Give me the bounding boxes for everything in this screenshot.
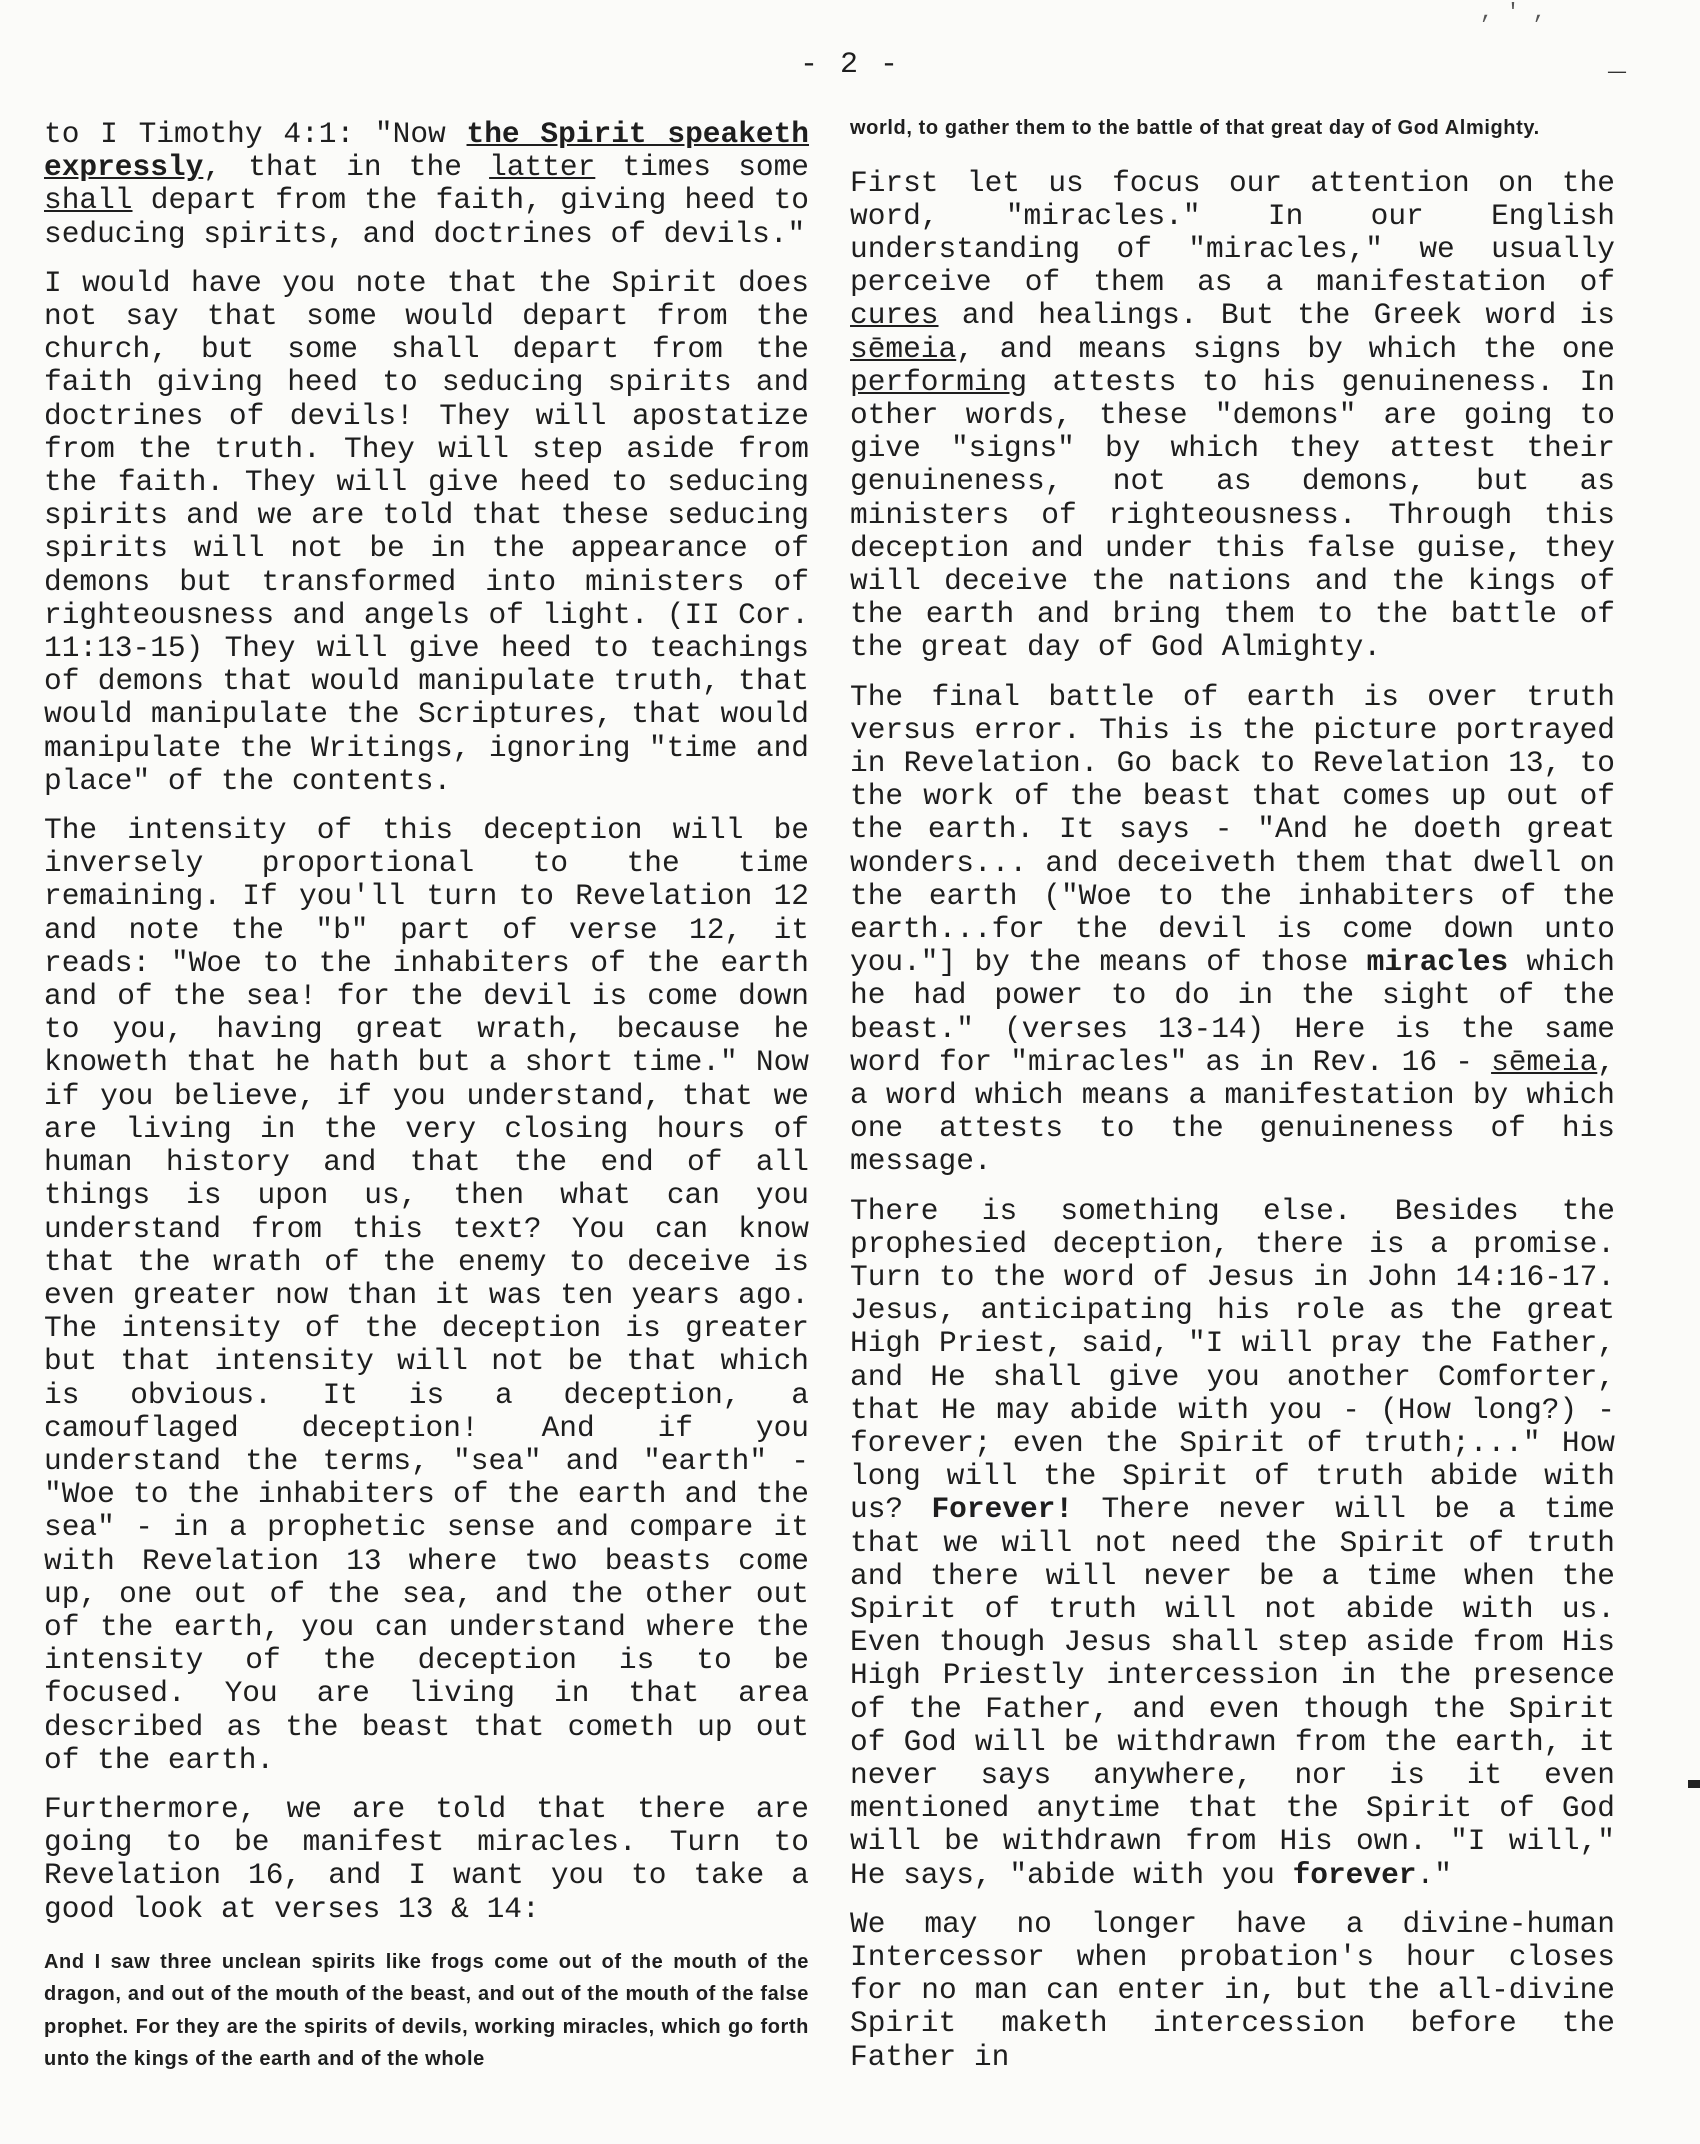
right-column bbox=[850, 118, 1615, 2090]
bold-forever: forever bbox=[1292, 1857, 1417, 1892]
text-run: times some bbox=[595, 150, 810, 185]
paragraph-final-battle bbox=[850, 681, 1615, 1179]
scripture-quote-rev16: And I saw three unclean spirits like frogs come out of the mouth of the dragon, and out of the mouth of the beast, and out of the mouth of the false prophet. For they are the spirits of devils, working miracles, which go forth unto the kings of the earth and of the whole bbox=[44, 1950, 809, 2071]
paragraph-timothy-quote bbox=[44, 118, 809, 251]
paragraph-intercessor: We may no longer have a divine-human Intercessor when probation's hour closes for no man can enter in, but the all-divine Spirit maketh intercession before the Father in bbox=[850, 1906, 1615, 2074]
text-run: , and means signs by which the one bbox=[956, 331, 1615, 366]
text-run: to I Timothy 4:1: "Now bbox=[44, 117, 467, 151]
text-run: attests to his genuineness. In other words, these "demons" are going to give "signs" by which they attest their genuineness, not as demons, but as ministers of righteousness. Through this deception and under this false guise, they will deceive the nations and the kings of the earth and bring them to the battle of the great day of God Almighty. bbox=[850, 364, 1615, 665]
paragraph-promise bbox=[850, 1195, 1615, 1892]
paragraph-intensity: The intensity of this deception will be inversely proportional to the time remaining. If you'll turn to Revelation 12 and note the "b" part of verse 12, it reads: "Woe to the inhabiters of the earth and of the sea! for the devil is come down to you, having great wrath, because he knoweth that he hath but a short time." Now if you believe, if you understand, that we are living in the very closing hours of human history and that the end of all things is upon us, then what can you understand from this text? You can know that the wrath of the enemy to deceive is even greater now than it was ten years ago. The intensity of the deception is greater but that intensity will not be that which is obvious. It is a deception, a camouflaged deception! And if you understand the terms, "sea" and "earth" -"Woe to the inhabiters of the earth and the sea" - in a prophetic sense and compare it with Revelation 13 where two beasts come up, one out of the sea, and the other out of the earth, you can understand where the intensity of the deception is to be focused. You are living in that area described as the beast that cometh up out of the earth. bbox=[44, 813, 809, 1777]
emphasis-spirit-speaketh: the Spirit speaketh expressly bbox=[44, 117, 810, 185]
text-run: First let us focus our attention on the word, "miracles." In our English understanding of "miracles," we usually perceive of them as a manifestation of bbox=[850, 165, 1615, 300]
edge-scan-mark bbox=[1688, 1780, 1700, 1788]
margin-dash-mark: _ bbox=[1608, 46, 1627, 80]
paragraph-miracles bbox=[850, 167, 1615, 665]
bold-miracles: miracles bbox=[1366, 945, 1509, 980]
left-column bbox=[44, 118, 809, 2076]
bold-forever: Forever! bbox=[931, 1492, 1074, 1527]
underlined-semeia: sēmeia bbox=[850, 331, 957, 366]
corner-scan-mark: , ' , bbox=[1480, 0, 1547, 25]
text-run: , a word which means a manifestation by which one attests to the genuineness of his message. bbox=[850, 1044, 1615, 1179]
underlined-cures: cures bbox=[850, 298, 939, 333]
underlined-shall: shall bbox=[44, 183, 133, 218]
paragraph-spirit-note: I would have you note that the Spirit does not say that some would depart from the church, but some shall depart from the faith giving heed to seducing spirits and doctrines of devils! They will apostatize from the truth. They will step aside from the faith. They will give heed to seducing spirits and we are told that these seducing spirits will not be in the appearance of demons but transformed into ministers of righteousness and angels of light. (II Cor. 11:13-15) They will give heed to teachings of demons that would manipulate truth, that would manipulate the Scriptures, that would manipulate the Writings, ignoring "time and place" of the contents. bbox=[44, 265, 809, 798]
text-run: which he had power to do in the sight of the beast." (verses 13-14) Here is the same word for "miracles" as in Rev. 16 - bbox=[850, 945, 1616, 1079]
text-run: and healings. But the Greek word is bbox=[938, 298, 1615, 333]
underlined-latter: latter bbox=[489, 150, 596, 185]
page-number: - 2 - bbox=[799, 48, 900, 82]
underlined-performing: performing bbox=[850, 364, 1028, 399]
text-run: depart from the faith, giving heed to seducing spirits, and doctrines of devils." bbox=[44, 183, 809, 251]
text-run: , that in the bbox=[203, 150, 490, 185]
text-run: There is something else. Besides the prophesied deception, there is a promise. Turn to the word of Jesus in John 14:16-17. Jesus, anticipating his role as the great High Priest, said, "I will pray the Father, and He shall give you another Comforter, that He may abide with you - (How long?) - forever; even the Spirit of truth;..." How long will the Spirit of truth abide with us? bbox=[850, 1193, 1615, 1527]
text-run: There never will be a time that we will not need the Spirit of truth and there will never be a time when the Spirit of truth will not abide with us. Even though Jesus shall step aside from His High Priestly intercession in the presence of the Father, and even though the Spirit of God will be withdrawn from the earth, it never says anywhere, nor is it even mentioned anytime that the Spirit of God will be withdrawn from His own. "I will," He says, "abide with you bbox=[850, 1492, 1615, 1892]
paragraph-furthermore: Furthermore, we are told that there are going to be manifest miracles. Turn to Revelation 16, and I want you to take a good look at verses 13 & 14: bbox=[44, 1791, 809, 1926]
scripture-quote-continued: world, to gather them to the battle of that great day of God Almighty. bbox=[850, 117, 1540, 139]
underlined-semeia: sēmeia bbox=[1491, 1044, 1598, 1079]
text-run: The final battle of earth is over truth versus error. This is the picture portrayed in Revelation. Go back to Revelation 13, to the work of the beast that comes up out of the earth. It says - "And he doeth great wonders... and deceiveth them that dwell on the earth ("Woe to the inhabiters of the earth...for the devil is come down unto you."] by the means of those bbox=[850, 679, 1615, 980]
text-run: ." bbox=[1416, 1857, 1452, 1892]
